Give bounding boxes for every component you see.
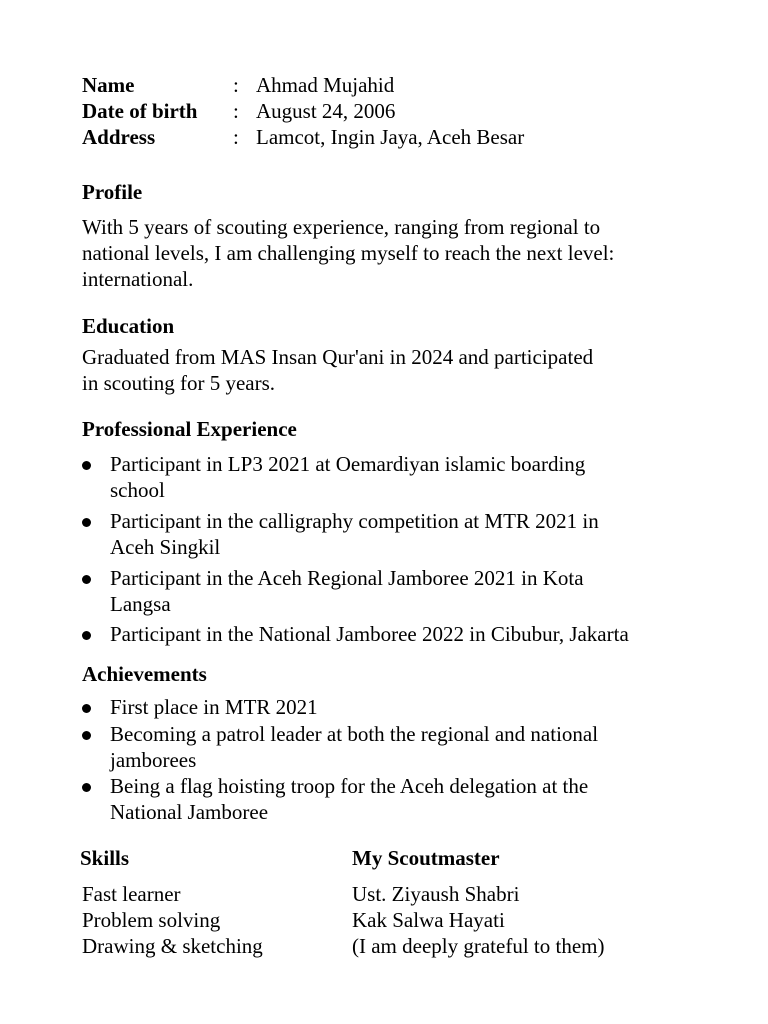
info-value-date-of-birth: August 24, 2006 xyxy=(256,99,396,123)
scoutmaster-list xyxy=(352,881,604,959)
skill-item: Fast learner xyxy=(82,882,181,906)
list-item-line: Aceh Singkil xyxy=(110,535,221,559)
list-item-line: Becoming a patrol leader at both the regional and national xyxy=(110,722,599,746)
scoutmaster-item: Kak Salwa Hayati xyxy=(352,908,505,932)
profile-line: international. xyxy=(82,267,194,291)
list-item-line: Langsa xyxy=(110,592,171,616)
education-line: in scouting for 5 years. xyxy=(82,371,276,395)
scoutmaster-item: (I am deeply grateful to them) xyxy=(352,934,605,958)
skill-item: Problem solving xyxy=(82,908,221,932)
education-paragraph xyxy=(82,344,593,396)
bullet-icon xyxy=(82,631,91,640)
list-item-line: school xyxy=(110,478,165,502)
info-colon: : xyxy=(233,73,239,97)
skill-item: Drawing & sketching xyxy=(82,934,263,958)
info-row-date-of-birth xyxy=(82,98,702,124)
profile-paragraph xyxy=(82,214,614,292)
scoutmaster-heading: My Scoutmaster xyxy=(352,846,500,870)
info-label: Address xyxy=(82,125,156,149)
list-item-line: jamborees xyxy=(110,748,197,772)
list-item-line: Participant in the National Jamboree 2022 in Cibubur, Jakarta xyxy=(110,622,629,646)
education-heading: Education xyxy=(82,314,175,338)
scoutmaster-item: Ust. Ziyaush Shabri xyxy=(352,882,520,906)
info-label: Name xyxy=(82,73,135,97)
achievements-heading: Achievements xyxy=(82,662,207,686)
bullet-icon xyxy=(82,575,91,584)
info-colon: : xyxy=(233,99,239,123)
skills-list xyxy=(82,881,263,959)
list-item-line: National Jamboree xyxy=(110,800,269,824)
list-item-line: Participant in LP3 2021 at Oemardiyan islamic boarding xyxy=(110,452,586,476)
info-colon: : xyxy=(233,125,239,149)
experience-heading: Professional Experience xyxy=(82,417,297,441)
info-value-address: Lamcot, Ingin Jaya, Aceh Besar xyxy=(256,125,525,149)
profile-line: With 5 years of scouting experience, ranging from regional to xyxy=(82,215,601,239)
list-item-line: First place in MTR 2021 xyxy=(110,695,318,719)
bullet-icon xyxy=(82,518,91,527)
list-item-line: Participant in the Aceh Regional Jamboree 2021 in Kota xyxy=(110,566,584,590)
info-row-address xyxy=(82,124,702,150)
profile-heading: Profile xyxy=(82,180,143,204)
bullet-icon xyxy=(82,461,91,470)
info-row-name xyxy=(82,72,702,98)
education-line: Graduated from MAS Insan Qur'ani in 2024 and participated xyxy=(82,345,594,369)
info-value-name: Ahmad Mujahid xyxy=(256,73,395,97)
list-item-line: Being a flag hoisting troop for the Aceh delegation at the xyxy=(110,774,589,798)
profile-line: national levels, I am challenging myself to reach the next level: xyxy=(82,241,615,265)
bullet-icon xyxy=(82,704,91,713)
info-label: Date of birth xyxy=(82,99,198,123)
bullet-icon xyxy=(82,731,91,740)
bullet-icon xyxy=(82,783,91,792)
skills-heading: Skills xyxy=(80,846,130,870)
list-item-line: Participant in the calligraphy competition at MTR 2021 in xyxy=(110,509,599,533)
